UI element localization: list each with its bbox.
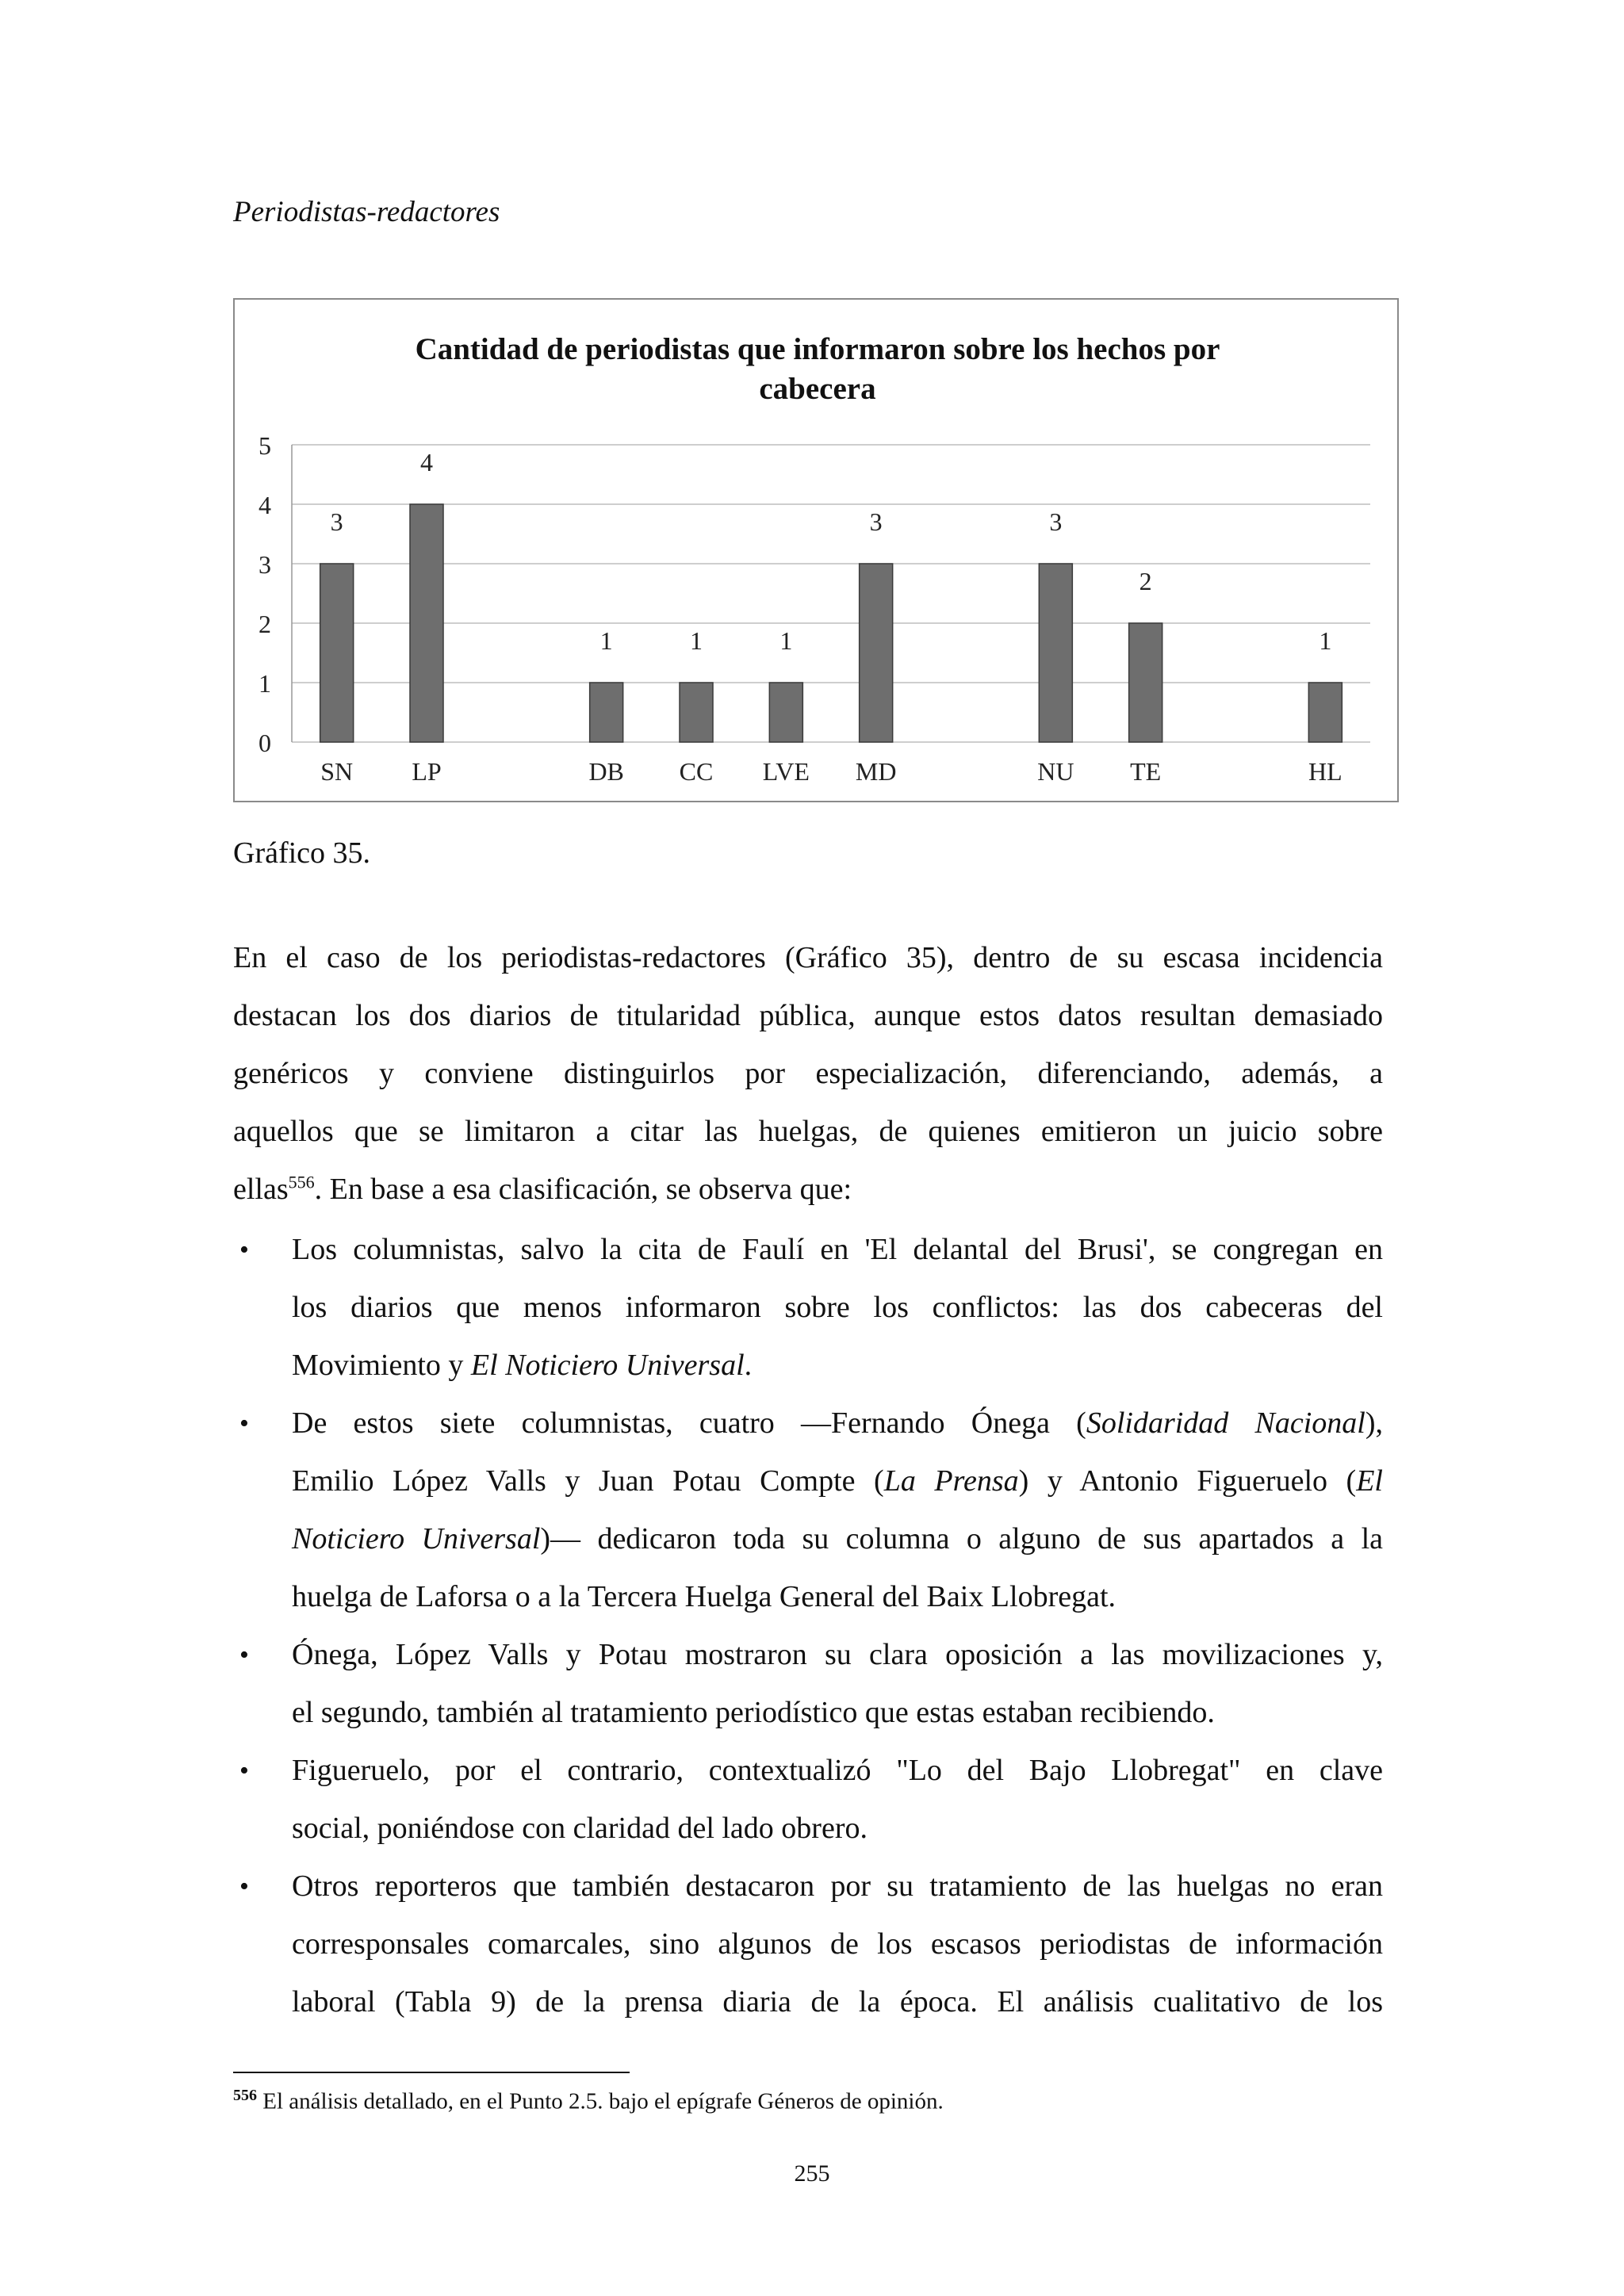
y-tick-label: 1 bbox=[259, 669, 271, 698]
newspaper-title: Noticiero Universal bbox=[292, 1522, 541, 1556]
bullet-line: el segundo, también al tratamiento periodístico que estas estaban recibiendo. bbox=[292, 1696, 1215, 1729]
newspaper-title: Solidaridad Nacional bbox=[1086, 1406, 1365, 1440]
newspaper-title: La Prensa bbox=[883, 1464, 1019, 1498]
chart-title-line2: cabecera bbox=[759, 372, 876, 406]
x-tick-label: TE bbox=[1130, 757, 1162, 786]
data-label: 1 bbox=[779, 626, 793, 655]
bullet-line: corresponsales comarcales, sino algunos de los escasos periodistas de información bbox=[292, 1927, 1383, 1961]
data-label: 1 bbox=[690, 626, 703, 655]
bar bbox=[769, 683, 802, 742]
footnote-text: El análisis detallado, en el Punto 2.5. bajo el epígrafe Géneros de opinión. bbox=[257, 2088, 944, 2114]
bullet-text: Movimiento y bbox=[292, 1349, 471, 1382]
bullet-text: )— dedicaron toda su columna o alguno de sus apartados a la bbox=[540, 1522, 1383, 1556]
bar bbox=[1039, 564, 1072, 742]
y-tick-label: 0 bbox=[259, 729, 271, 757]
bullet-line bbox=[292, 1337, 1383, 1395]
bullet-item bbox=[233, 1742, 1383, 1858]
bar bbox=[1308, 683, 1342, 742]
paragraph-line: destacan los dos diarios de titularidad pública, aunque estos datos resultan demasiado bbox=[233, 999, 1383, 1032]
chart-frame bbox=[233, 298, 1399, 802]
bullet-icon: • bbox=[239, 1235, 249, 1265]
bullet-text: ) y Antonio Figueruelo ( bbox=[1018, 1464, 1357, 1498]
bullet-line: los diarios que menos informaron sobre los conflictos: las dos cabeceras del bbox=[292, 1291, 1383, 1324]
paragraph-text: ellas bbox=[233, 1173, 289, 1206]
bullet-icon: • bbox=[239, 1409, 249, 1438]
paragraph-line: aquellos que se limitaron a citar las huelgas, de quienes emitieron un juicio sobre bbox=[233, 1115, 1383, 1148]
data-label: 3 bbox=[330, 507, 343, 536]
bar bbox=[590, 683, 623, 742]
bar bbox=[860, 564, 893, 742]
page-number: 255 bbox=[794, 2160, 830, 2187]
x-tick-label: LP bbox=[412, 757, 442, 786]
y-tick-label: 5 bbox=[259, 431, 271, 460]
bullet-text: De estos siete columnistas, cuatro —Fernando Ónega ( bbox=[292, 1406, 1086, 1440]
bullet-item bbox=[233, 1858, 1383, 2031]
bullet-line bbox=[292, 1395, 1383, 1452]
x-tick-label: HL bbox=[1308, 757, 1342, 786]
y-tick-label: 3 bbox=[259, 550, 271, 579]
data-label: 3 bbox=[869, 507, 883, 536]
bullet-line: Ónega, López Valls y Potau mostraron su clara oposición a las movilizaciones y, bbox=[292, 1638, 1383, 1671]
paragraph-line: genéricos y conviene distinguirlos por especialización, diferenciando, además, a bbox=[233, 1057, 1383, 1090]
bullet-line: social, poniéndose con claridad del lado obrero. bbox=[292, 1812, 868, 1845]
bullet-line: laboral (Tabla 9) de la prensa diaria de la época. El análisis cualitativo de los bbox=[292, 1985, 1383, 2019]
bullet-item bbox=[233, 1626, 1383, 1742]
bullet-icon: • bbox=[239, 1756, 249, 1785]
x-tick-label: NU bbox=[1037, 757, 1074, 786]
newspaper-title: El bbox=[1356, 1464, 1383, 1498]
bullet-line: Otros reporteros que también destacaron por su tratamiento de las huelgas no eran bbox=[292, 1869, 1383, 1903]
bullet-list bbox=[233, 1221, 1383, 2031]
data-label: 1 bbox=[1319, 626, 1332, 655]
footnote-mark: 556 bbox=[233, 2087, 257, 2104]
y-tick-label: 2 bbox=[259, 610, 271, 638]
bar bbox=[1129, 623, 1162, 742]
footnote-divider bbox=[233, 2072, 630, 2073]
data-label: 4 bbox=[420, 448, 433, 476]
bullet-line: huelga de Laforsa o a la Tercera Huelga General del Baix Llobregat. bbox=[292, 1580, 1116, 1613]
x-tick-label: LVE bbox=[762, 757, 810, 786]
bullet-item bbox=[233, 1221, 1383, 1395]
figure-caption: Gráfico 35. bbox=[233, 836, 371, 870]
section-heading: Periodistas-redactores bbox=[233, 196, 500, 228]
x-tick-label: DB bbox=[588, 757, 624, 786]
x-tick-label: SN bbox=[320, 757, 354, 786]
bar bbox=[410, 504, 443, 742]
data-label: 1 bbox=[599, 626, 613, 655]
y-tick-label: 4 bbox=[259, 491, 271, 519]
paragraph-line bbox=[233, 1161, 1383, 1219]
bullet-icon: • bbox=[239, 1872, 249, 1901]
x-tick-label: MD bbox=[855, 757, 897, 786]
bullet-line bbox=[292, 1452, 1383, 1510]
bullet-icon: • bbox=[239, 1640, 249, 1670]
footnote bbox=[233, 2087, 944, 2115]
data-label: 2 bbox=[1139, 567, 1152, 595]
x-tick-label: CC bbox=[679, 757, 714, 786]
bullet-line: Figueruelo, por el contrario, contextualizó "Lo del Bajo Llobregat" en clave bbox=[292, 1754, 1383, 1787]
bar-chart bbox=[235, 300, 1397, 801]
bullet-line: Los columnistas, salvo la cita de Faulí en 'El delantal del Brusi', se congregan en bbox=[292, 1233, 1383, 1266]
bullet-item bbox=[233, 1395, 1383, 1626]
data-label: 3 bbox=[1049, 507, 1063, 536]
bar bbox=[320, 564, 354, 742]
bullet-text: Emilio López Valls y Juan Potau Compte ( bbox=[292, 1464, 884, 1498]
chart-title-line1: Cantidad de periodistas que informaron sobre los hechos por bbox=[415, 332, 1220, 366]
paragraph-line: En el caso de los periodistas-redactores (Gráfico 35), dentro de su escasa incidencia bbox=[233, 941, 1383, 974]
body-paragraph bbox=[233, 929, 1383, 1219]
footnote-reference[interactable]: 556 bbox=[288, 1172, 315, 1192]
bullet-text: . bbox=[744, 1349, 753, 1382]
bar bbox=[680, 683, 713, 742]
paragraph-text: . En base a esa clasificación, se observa que: bbox=[314, 1173, 852, 1206]
bullet-text: ), bbox=[1365, 1406, 1383, 1440]
newspaper-title: El Noticiero Universal bbox=[470, 1349, 745, 1382]
bullet-line bbox=[292, 1510, 1383, 1568]
